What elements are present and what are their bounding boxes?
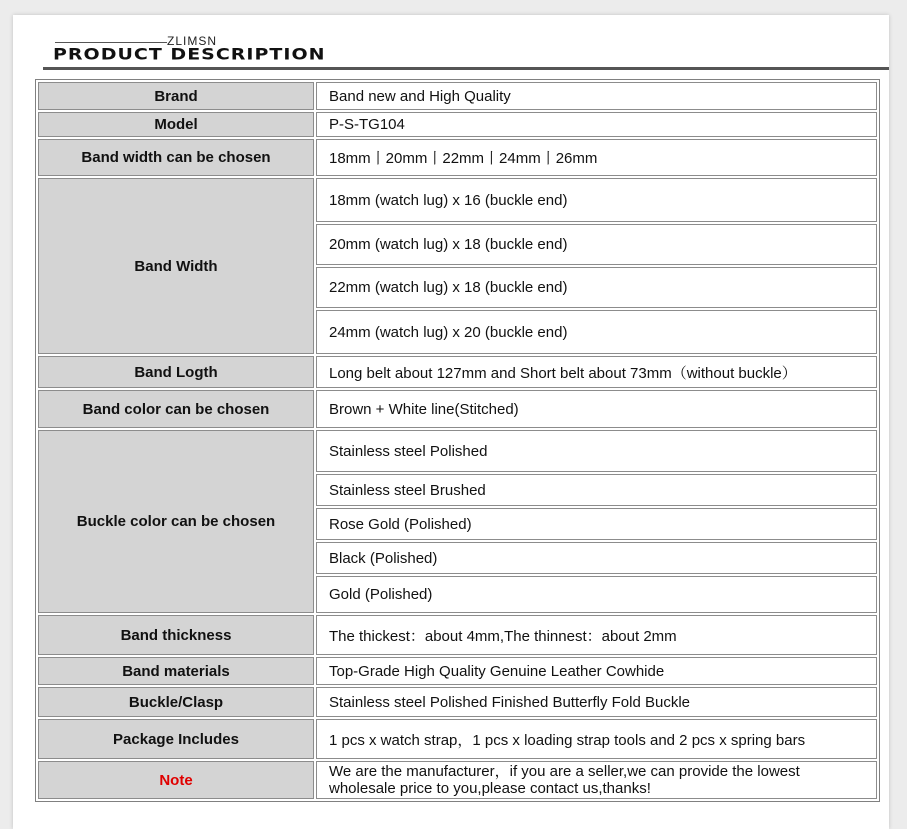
- row-label-brand: Brand: [38, 82, 314, 110]
- row-value-buckle-color: Black (Polished): [316, 542, 877, 574]
- table-row: [38, 761, 877, 799]
- row-value-thickness: The thickest：about 4mm,The thinnest：about 2mm: [316, 615, 877, 655]
- row-value-band-length: Long belt about 127mm and Short belt about 73mm（without buckle）: [316, 356, 877, 388]
- row-value-buckle-color: Stainless steel Polished: [316, 430, 877, 472]
- table-row: [38, 390, 877, 428]
- row-value-buckle-color: Rose Gold (Polished): [316, 508, 877, 540]
- row-label-width-choice: Band width can be chosen: [38, 139, 314, 176]
- section-header: [13, 15, 889, 75]
- row-value-model: P-S-TG104: [316, 112, 877, 137]
- row-value-band-width: 22mm (watch lug) x 18 (buckle end): [316, 267, 877, 308]
- table-row: [38, 112, 877, 137]
- table-row: [38, 82, 877, 110]
- row-value-clasp: Stainless steel Polished Finished Butterfly Fold Buckle: [316, 687, 877, 717]
- table-row: [38, 178, 877, 222]
- row-value-buckle-color: Gold (Polished): [316, 576, 877, 613]
- table-row: [38, 139, 877, 176]
- row-value-band-width: 20mm (watch lug) x 18 (buckle end): [316, 224, 877, 265]
- note-line-1: We are the manufacturer，if you are a seller,we can provide the lowest: [329, 763, 800, 780]
- table-row: [38, 615, 877, 655]
- row-label-thickness: Band thickness: [38, 615, 314, 655]
- row-value-band-width: 18mm (watch lug) x 16 (buckle end): [316, 178, 877, 222]
- row-value-width-choice: 18mm丨20mm丨22mm丨24mm丨26mm: [316, 139, 877, 176]
- table-row: [38, 719, 877, 759]
- spec-table: [35, 79, 880, 802]
- table-row: [38, 687, 877, 717]
- note-line-2: wholesale price to you,please contact us,thanks!: [329, 780, 651, 797]
- row-label-note: Note: [38, 761, 314, 799]
- table-row: [38, 356, 877, 388]
- row-label-model: Model: [38, 112, 314, 137]
- brand-name: ZLIMSN: [167, 34, 218, 48]
- row-value-band-color: Brown + White line(Stitched): [316, 390, 877, 428]
- row-label-band-width: Band Width: [38, 178, 314, 354]
- row-label-materials: Band materials: [38, 657, 314, 685]
- section-title: PRODUCT DESCRIPTION: [53, 45, 326, 64]
- row-value-materials: Top-Grade High Quality Genuine Leather Cowhide: [316, 657, 877, 685]
- row-value-brand: Band new and High Quality: [316, 82, 877, 110]
- row-label-clasp: Buckle/Clasp: [38, 687, 314, 717]
- table-row: [38, 430, 877, 472]
- row-label-package: Package Includes: [38, 719, 314, 759]
- row-label-band-color: Band color can be chosen: [38, 390, 314, 428]
- row-value-note: [316, 761, 877, 799]
- row-label-buckle-color: Buckle color can be chosen: [38, 430, 314, 613]
- header-divider-short: [55, 42, 167, 43]
- header-divider: [43, 67, 889, 70]
- row-label-band-length: Band Logth: [38, 356, 314, 388]
- row-value-band-width: 24mm (watch lug) x 20 (buckle end): [316, 310, 877, 354]
- row-value-buckle-color: Stainless steel Brushed: [316, 474, 877, 506]
- table-row: [38, 657, 877, 685]
- row-value-package: 1 pcs x watch strap，1 pcs x loading strap tools and 2 pcs x spring bars: [316, 719, 877, 759]
